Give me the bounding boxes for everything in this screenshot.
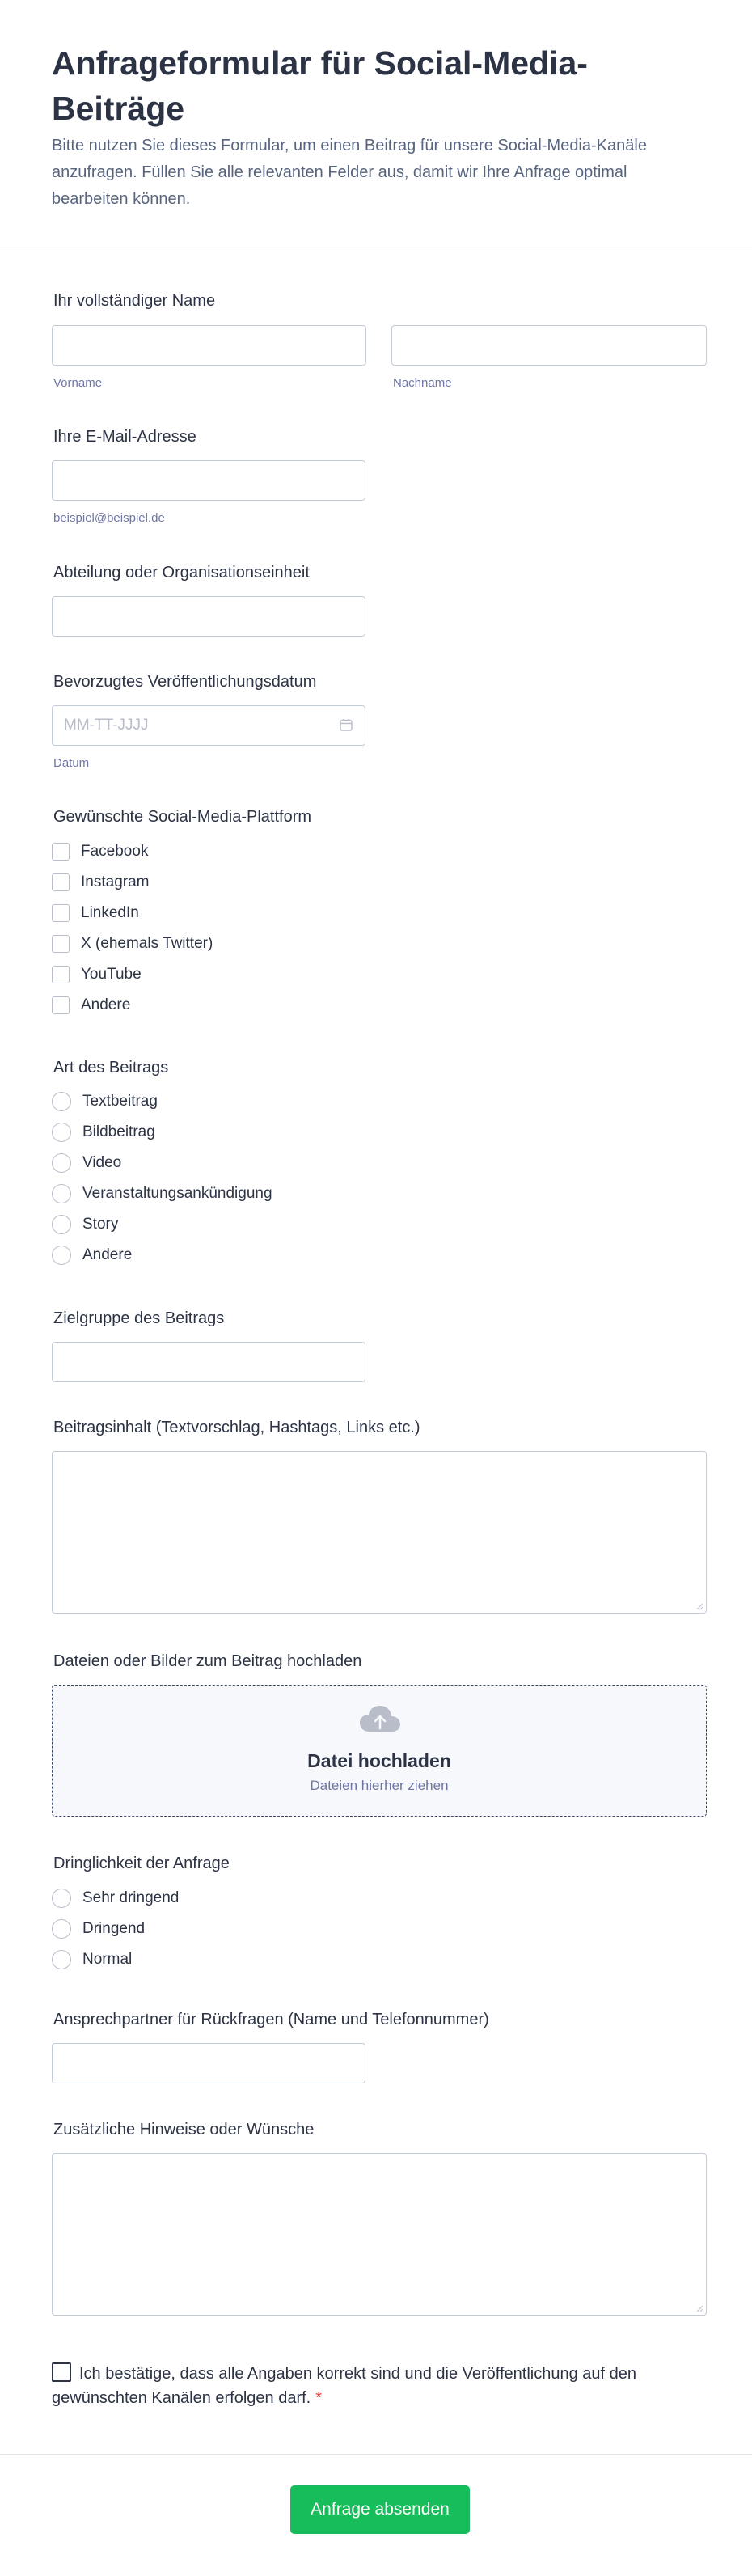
checkbox[interactable] <box>52 904 70 922</box>
radio[interactable] <box>52 1246 71 1265</box>
content-textarea[interactable] <box>52 1451 707 1614</box>
upload-label: Dateien oder Bilder zum Beitrag hochladen <box>53 1652 362 1670</box>
post-type-label: Art des Beitrags <box>53 1059 169 1077</box>
email-input[interactable] <box>52 460 365 501</box>
checkbox[interactable] <box>52 935 70 953</box>
post-type-option-event[interactable] <box>52 1183 272 1204</box>
resize-grip-icon[interactable] <box>695 2304 703 2312</box>
platform-option-facebook[interactable] <box>52 841 148 862</box>
consent-field <box>52 2362 650 2410</box>
notes-textarea[interactable] <box>52 2153 707 2316</box>
radio[interactable] <box>52 1919 71 1939</box>
radio[interactable] <box>52 1184 71 1203</box>
email-label: Ihre E-Mail-Adresse <box>53 428 196 446</box>
resize-grip-icon[interactable] <box>695 1602 703 1610</box>
post-type-option-other[interactable] <box>52 1245 132 1266</box>
option-label: Facebook <box>81 843 149 860</box>
first-name-sublabel: Vorname <box>53 376 103 390</box>
option-label: Andere <box>81 996 131 1013</box>
option-label: Sehr dringend <box>82 1889 180 1906</box>
upload-subtitle: Dateien hierher ziehen <box>310 1778 449 1793</box>
radio[interactable] <box>52 1123 71 1142</box>
option-label: YouTube <box>81 966 142 983</box>
contact-input[interactable] <box>52 2043 365 2083</box>
platform-option-instagram[interactable] <box>52 872 149 893</box>
department-label: Abteilung oder Organisationseinheit <box>53 564 310 582</box>
radio[interactable] <box>52 1950 71 1969</box>
option-label: Normal <box>82 1951 133 1968</box>
checkbox[interactable] <box>52 966 70 983</box>
option-label: Textbeitrag <box>82 1093 158 1110</box>
date-label: Bevorzugtes Veröffentlichungsdatum <box>53 673 317 691</box>
department-input[interactable] <box>52 596 365 637</box>
option-label: X (ehemals Twitter) <box>81 935 213 952</box>
file-upload-dropzone[interactable] <box>52 1685 707 1817</box>
platform-label: Gewünschte Social-Media-Plattform <box>53 808 312 826</box>
option-label: Instagram <box>81 873 150 890</box>
checkbox[interactable] <box>52 843 70 861</box>
form-header <box>0 0 752 252</box>
first-name-input[interactable] <box>52 325 366 366</box>
option-label: Veranstaltungsankündigung <box>82 1185 272 1202</box>
option-label: Bildbeitrag <box>82 1123 155 1140</box>
option-label: Story <box>82 1216 119 1233</box>
calendar-icon[interactable] <box>339 717 353 732</box>
platform-option-youtube[interactable] <box>52 964 142 985</box>
consent-checkbox[interactable] <box>52 2362 71 2382</box>
option-label: Dringend <box>82 1920 146 1937</box>
required-marker: * <box>315 2389 323 2407</box>
notes-label: Zusätzliche Hinweise oder Wünsche <box>53 2121 315 2138</box>
content-label: Beitragsinhalt (Textvorschlag, Hashtags, Links etc.) <box>53 1419 420 1436</box>
post-type-option-image[interactable] <box>52 1122 155 1143</box>
footer-divider <box>0 2454 752 2455</box>
contact-label: Ansprechpartner für Rückfragen (Name und Telefonnummer) <box>53 2011 489 2028</box>
date-sublabel: Datum <box>53 756 90 770</box>
platform-option-x[interactable] <box>52 933 213 954</box>
platform-option-linkedin[interactable] <box>52 903 139 924</box>
post-type-option-text[interactable] <box>52 1091 158 1112</box>
radio[interactable] <box>52 1889 71 1908</box>
audience-label: Zielgruppe des Beitrags <box>53 1309 225 1327</box>
audience-input[interactable] <box>52 1342 365 1382</box>
email-sublabel: beispiel@beispiel.de <box>53 511 165 525</box>
page-subtitle: Bitte nutzen Sie dieses Formular, um einen Beitrag für unsere Social-Media-Kanäle anzufragen. Füllen Sie alle relevanten Felder aus, damit wir Ihre Anfrage optimal bearbeiten können. <box>52 137 647 208</box>
post-type-option-story[interactable] <box>52 1214 118 1235</box>
consent-text: Ich bestätige, dass alle Angaben korrekt sind und die Veröffentlichung auf den gewünschten Kanälen erfolgen darf. <box>52 2365 637 2407</box>
urgency-options <box>52 1888 375 1985</box>
last-name-sublabel: Nachname <box>393 376 452 390</box>
radio[interactable] <box>52 1215 71 1234</box>
platform-option-other[interactable] <box>52 995 130 1016</box>
option-label: Video <box>82 1154 122 1171</box>
submit-button[interactable]: Anfrage absenden <box>290 2485 470 2534</box>
date-placeholder: MM-TT-JJJJ <box>64 717 149 734</box>
name-label: Ihr vollständiger Name <box>53 292 216 310</box>
checkbox[interactable] <box>52 873 70 891</box>
platform-options <box>52 841 375 1027</box>
post-type-option-video[interactable] <box>52 1153 121 1174</box>
urgency-option-very-urgent[interactable] <box>52 1888 179 1909</box>
cloud-upload-icon <box>359 1705 401 1734</box>
last-name-input[interactable] <box>391 325 707 366</box>
urgency-label: Dringlichkeit der Anfrage <box>53 1855 230 1872</box>
page-title: Anfrageformular für Social-Media-Beiträge <box>52 44 588 127</box>
radio[interactable] <box>52 1092 71 1111</box>
checkbox[interactable] <box>52 996 70 1014</box>
option-label: LinkedIn <box>81 904 139 921</box>
radio[interactable] <box>52 1153 71 1173</box>
option-label: Andere <box>82 1246 133 1263</box>
upload-title: Datei hochladen <box>307 1750 451 1771</box>
post-type-options <box>52 1091 375 1277</box>
urgency-option-normal[interactable] <box>52 1949 132 1970</box>
urgency-option-urgent[interactable] <box>52 1918 145 1939</box>
date-input[interactable] <box>52 705 365 746</box>
